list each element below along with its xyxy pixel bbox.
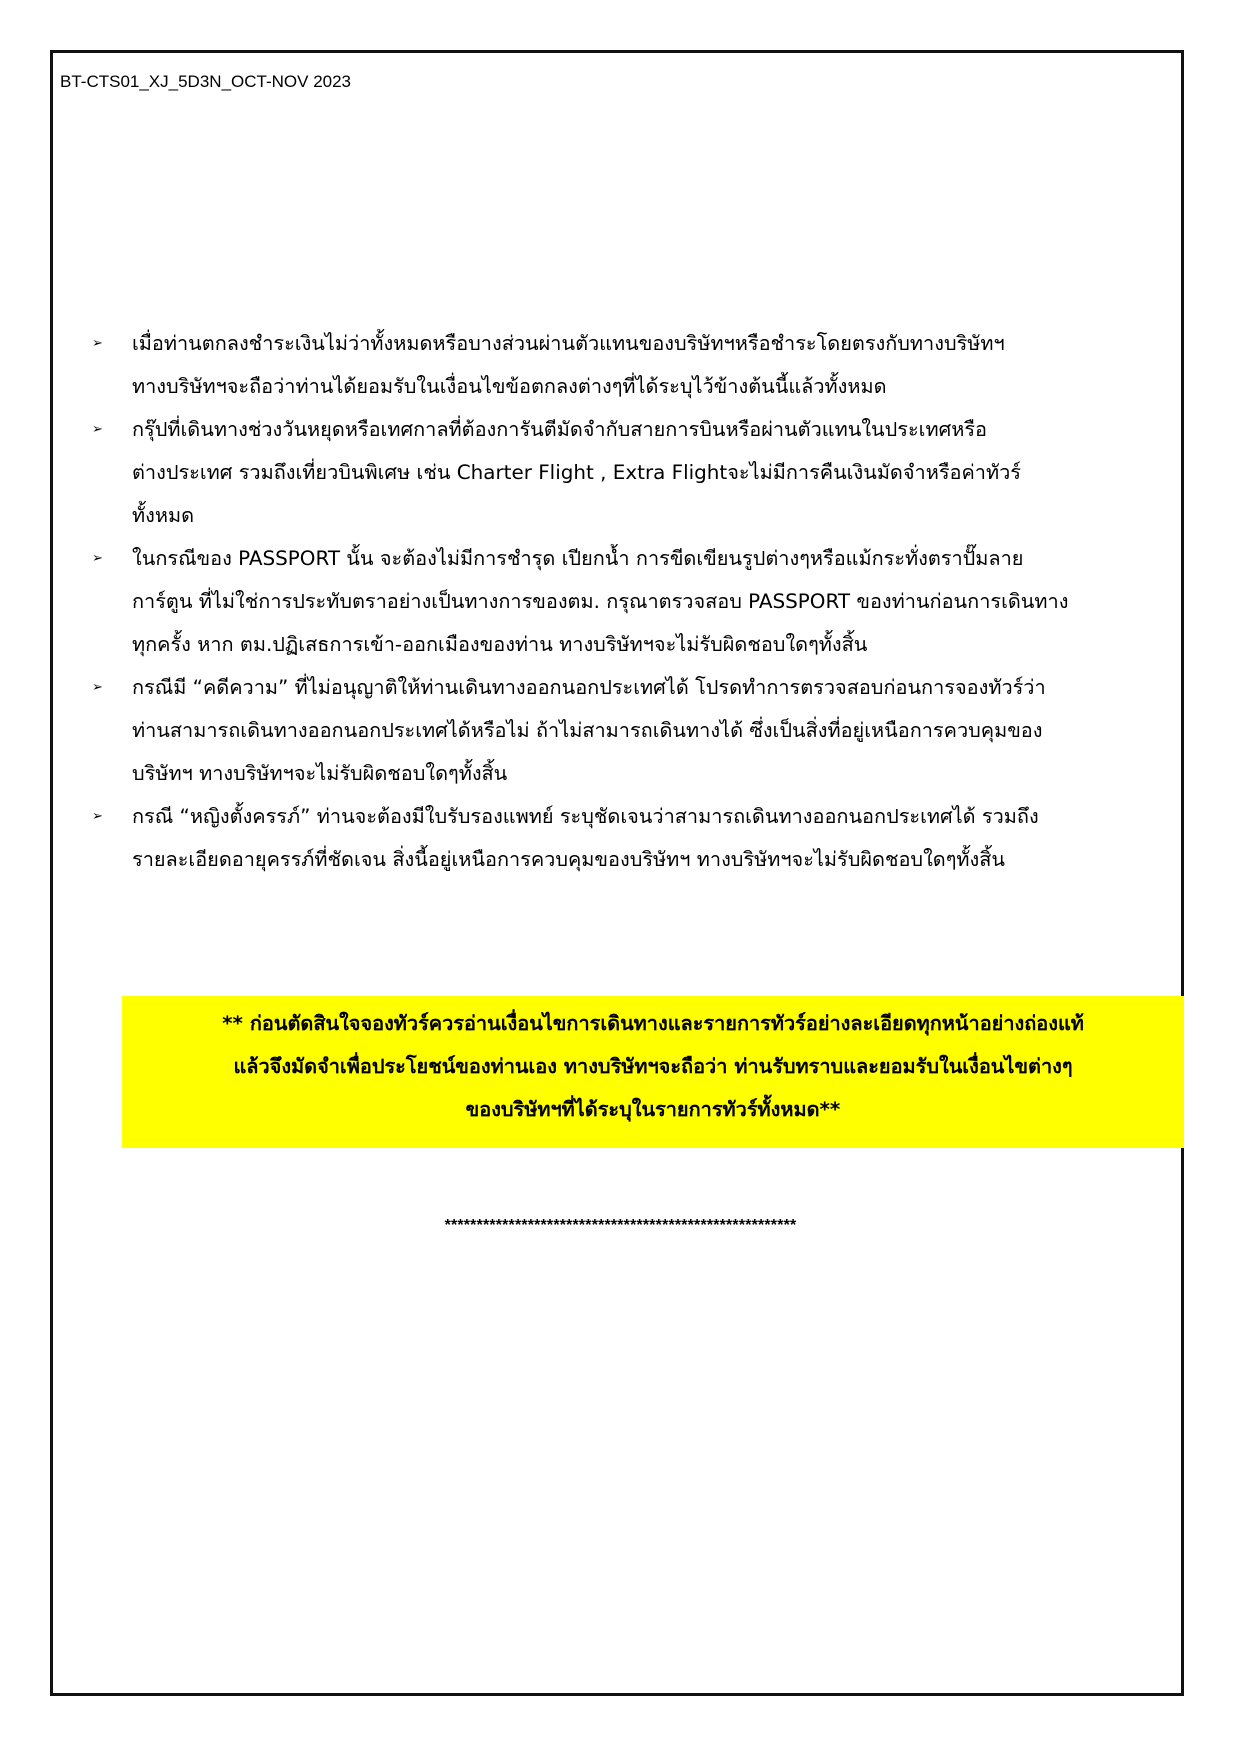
- term-line: กรณี “หญิงตั้งครรภ์” ท่านจะต้องมีใบรับรองแพทย์ ระบุชัดเจนว่าสามารถเดินทางออกนอกประเทศได้ รวมถึง: [132, 805, 1039, 828]
- term-line: ต่างประเทศ รวมถึงเที่ยวบินพิเศษ เช่น Charter Flight , Extra Flightจะไม่มีการคืนเงินมัดจำหรือค่าทัวร์: [132, 461, 1021, 484]
- arrow-bullet-icon: ➢: [92, 336, 103, 351]
- term-line: ทางบริษัทฯจะถือว่าท่านได้ยอมรับในเงื่อนไขข้อตกลงต่างๆที่ได้ระบุไว้ข้างต้นนี้แล้วทั้งหมด: [132, 375, 887, 398]
- term-item-holiday-groups: [92, 408, 1182, 537]
- notice-line: ** ก่อนตัดสินใจจองทัวร์ควรอ่านเงื่อนไขการเดินทางและรายการทัวร์อย่างละเอียดทุกหน้าอย่างถ่องแท้: [222, 1012, 1084, 1035]
- arrow-bullet-icon: ➢: [92, 551, 103, 566]
- term-item-legal-case: [92, 666, 1182, 795]
- term-line: เมื่อท่านตกลงชำระเงินไม่ว่าทั้งหมดหรือบางส่วนผ่านตัวแทนของบริษัทฯหรือชำระโดยตรงกับทางบริษัทฯ: [132, 332, 1005, 355]
- term-line: ในกรณีของ PASSPORT นั้น จะต้องไม่มีการชำรุด เปียกน้ำ การขีดเขียนรูปต่างๆหรือแม้กระทั่งตราปั๊มลาย: [132, 547, 1024, 570]
- arrow-bullet-icon: ➢: [92, 680, 103, 695]
- term-item-passport: [92, 537, 1182, 666]
- arrow-bullet-icon: ➢: [92, 809, 103, 824]
- term-line: ทุกครั้ง หาก ตม.ปฏิเสธการเข้า-ออกเมืองของท่าน ทางบริษัทฯจะไม่รับผิดชอบใดๆทั้งสิ้น: [132, 633, 868, 656]
- highlighted-notice: [122, 996, 1184, 1148]
- term-item-payment: [92, 322, 1182, 408]
- term-line: ทั้งหมด: [132, 504, 195, 527]
- term-line: ท่านสามารถเดินทางออกนอกประเทศได้หรือไม่ ถ้าไม่สามารถเดินทางได้ ซึ่งเป็นสิ่งที่อยู่เหนือการควบคุมของ: [132, 719, 1043, 742]
- term-line: การ์ตูน ที่ไม่ใช่การประทับตราอย่างเป็นทางการของตม. กรุณาตรวจสอบ PASSPORT ของท่านก่อนการเดินทาง: [132, 590, 1069, 613]
- term-line: รายละเอียดอายุครรภ์ที่ชัดเจน สิ่งนี้อยู่เหนือการควบคุมของบริษัทฯ ทางบริษัทฯจะไม่รับผิดชอบใดๆทั้งสิ้น: [132, 848, 1006, 871]
- term-line: กรุ๊ปที่เดินทางช่วงวันหยุดหรือเทศกาลที่ต้องการันตีมัดจำกับสายการบินหรือผ่านตัวแทนในประเทศหรือ: [132, 418, 988, 441]
- notice-line: ของบริษัทฯที่ได้ระบุในรายการทัวร์ทั้งหมด**: [465, 1098, 841, 1121]
- term-line: บริษัทฯ ทางบริษัทฯจะไม่รับผิดชอบใดๆทั้งสิ้น: [132, 762, 508, 785]
- term-item-pregnancy: [92, 795, 1182, 881]
- notice-line: แล้วจึงมัดจำเพื่อประโยชน์ของท่านเอง ทางบริษัทฯจะถือว่า ท่านรับทราบและยอมรับในเงื่อนไขต่างๆ: [233, 1055, 1073, 1078]
- asterisk-separator: *******************************************************: [444, 1217, 797, 1234]
- arrow-bullet-icon: ➢: [92, 422, 103, 437]
- terms-list: [92, 322, 1182, 881]
- document-code: BT-CTS01_XJ_5D3N_OCT-NOV 2023: [60, 72, 352, 91]
- term-line: กรณีมี “คดีความ” ที่ไม่อนุญาติให้ท่านเดินทางออกนอกประเทศได้ โปรดทำการตรวจสอบก่อนการจองทัวร์ว่า: [132, 676, 1046, 699]
